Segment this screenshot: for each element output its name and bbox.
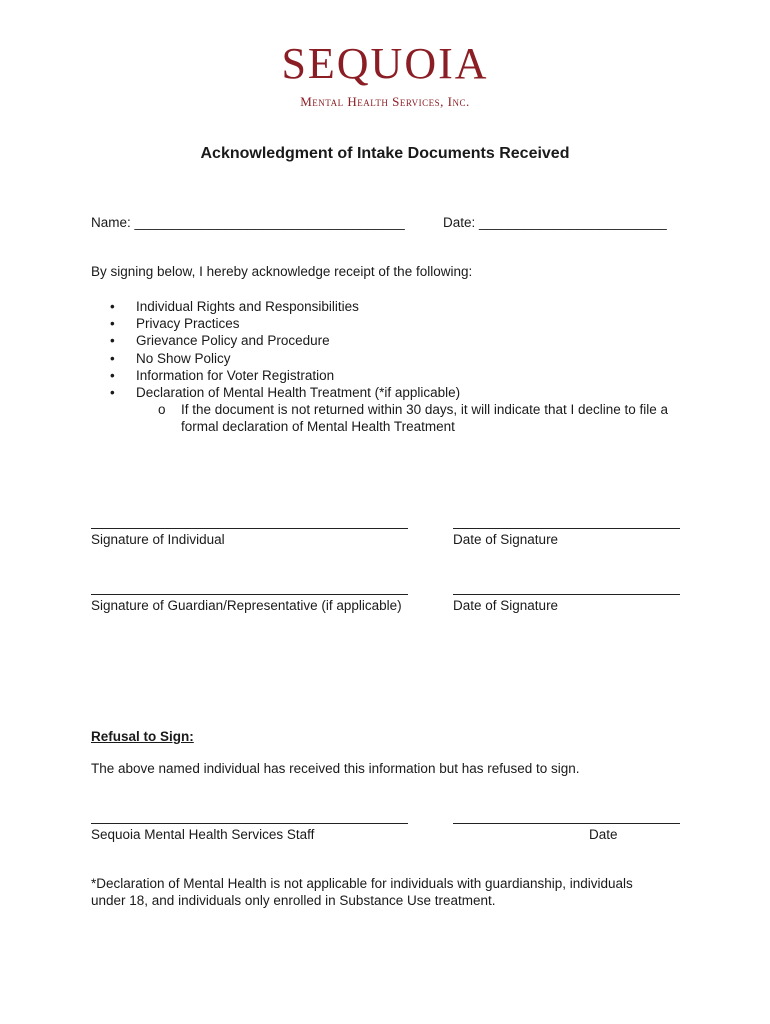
refusal-text: The above named individual has received this information but has refused to sign. (91, 761, 580, 776)
sub-list-item: If the document is not returned within 30 days, it will indicate that I decline to file a formal declaration of Mental Health Treatment (181, 402, 669, 434)
name-field[interactable]: Name: ____________________________________ (91, 215, 405, 230)
date-field[interactable]: Date: _________________________ (443, 215, 667, 230)
document-list (108, 298, 460, 401)
list-item: • Declaration of Mental Health Treatment (*if applicable) (108, 384, 460, 401)
page-title: Acknowledgment of Intake Documents Received (200, 145, 570, 162)
logo-wordmark: SEQUOIA (281, 39, 489, 88)
signature-label-individual: Signature of Individual (91, 532, 225, 547)
signature-label-guardian: Signature of Guardian/Representative (if applicable) (91, 598, 402, 613)
date-label-guardian: Date of Signature (453, 598, 559, 613)
footnote: *Declaration of Mental Health is not applicable for individuals with guardianship, individuals under 18, and individuals only enrolled in Substance Use treatment. (91, 876, 633, 908)
sub-bullet-marker: o (158, 402, 166, 417)
list-item: • Information for Voter Registration (108, 367, 460, 384)
list-item: • Individual Rights and Responsibilities (108, 298, 460, 315)
list-item: • Grievance Policy and Procedure (108, 332, 460, 349)
date-line-individual[interactable] (453, 528, 680, 529)
date-label-staff: Date (589, 827, 618, 842)
logo-subtitle: Mental Health Services, Inc. (300, 94, 470, 109)
intro-text: By signing below, I hereby acknowledge receipt of the following: (91, 264, 473, 279)
date-line-staff[interactable] (453, 823, 680, 824)
signature-line-individual[interactable] (91, 528, 408, 529)
refusal-heading: Refusal to Sign: (91, 729, 194, 744)
signature-line-guardian[interactable] (91, 594, 408, 595)
list-item: • Privacy Practices (108, 315, 460, 332)
date-label-individual: Date of Signature (453, 532, 559, 547)
signature-line-staff[interactable] (91, 823, 408, 824)
signature-label-staff: Sequoia Mental Health Services Staff (91, 827, 315, 842)
date-line-guardian[interactable] (453, 594, 680, 595)
list-item: • No Show Policy (108, 350, 460, 367)
